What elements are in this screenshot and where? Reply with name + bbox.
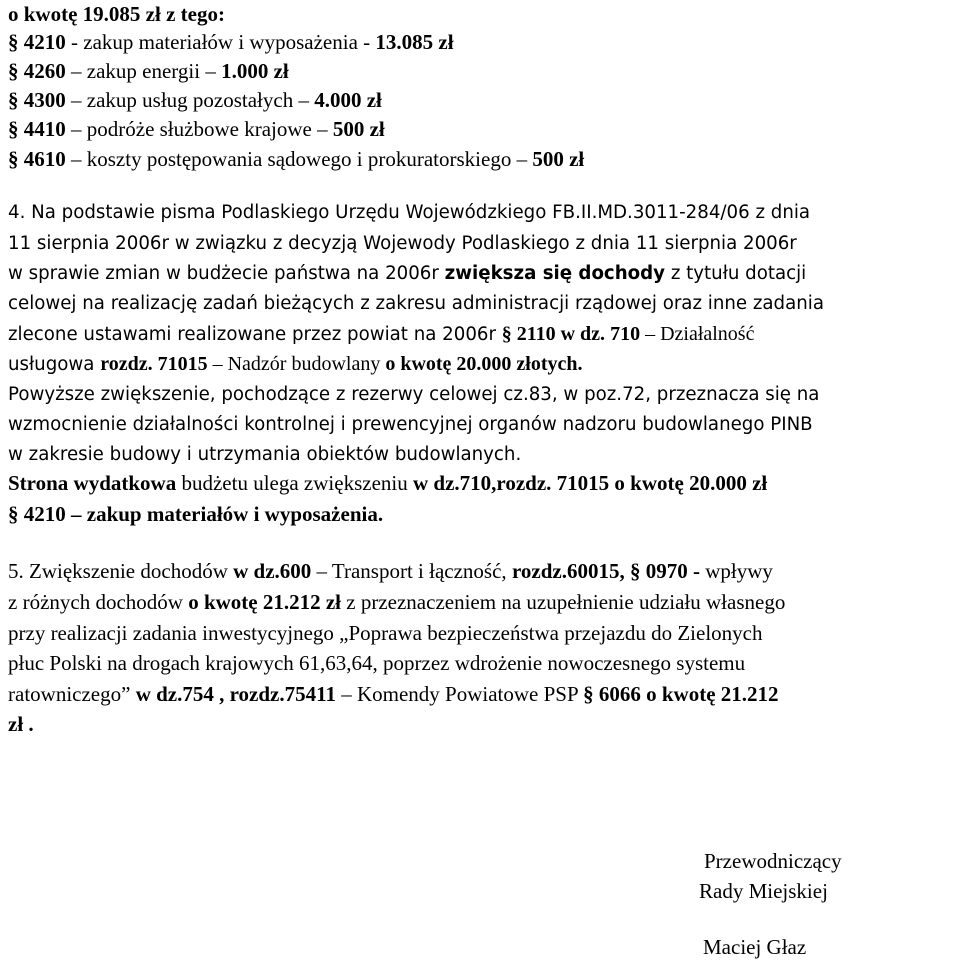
p5-line-4: płuc Polski na drogach krajowych 61,63,64, poprzez wdrożenie nowoczesnego systemu xyxy=(8,651,746,675)
p4-line-2: 11 sierpnia 2006r w związku z decyzją Wojewody Podlaskiego z dnia 11 sierpnia 2006r xyxy=(8,233,797,254)
signature-title-1: Przewodniczący xyxy=(704,849,842,873)
p5-line-1: 5. Zwiększenie dochodów w dz.600 – Transport i łączność, rozdz.60015, § 0970 - wpływy xyxy=(8,559,773,583)
signature-name: Maciej Głaz xyxy=(703,935,807,959)
p4-line-3: w sprawie zmian w budżecie państwa na 2006r zwiększa się dochody z tytułu dotacji xyxy=(8,263,807,284)
intro-item-4300: § 4300 – zakup usług pozostałych – 4.000 zł xyxy=(8,88,382,112)
p4-line-1: 4. Na podstawie pisma Podlaskiego Urzędu Wojewódzkiego FB.II.MD.3011-284/06 z dnia xyxy=(8,202,811,223)
intro-item-4210: § 4210 - zakup materiałów i wyposażenia - 13.085 zł xyxy=(8,30,454,54)
signature-title-2: Rady Miejskiej xyxy=(699,879,828,903)
p4-line-6: usługowa rozdz. 71015 – Nadzór budowlany o kwotę 20.000 złotych. xyxy=(8,353,583,375)
p4-line-7: Powyższe zwiększenie, pochodzące z rezerwy celowej cz.83, w poz.72, przeznacza się na xyxy=(8,384,820,405)
intro-item-4610: § 4610 – koszty postępowania sądowego i prokuratorskiego – 500 zł xyxy=(8,147,585,171)
intro-item-4410: § 4410 – podróże służbowe krajowe – 500 zł xyxy=(8,117,385,141)
p4-line-8: wzmocnienie działalności kontrolnej i prewencyjnej organów nadzoru budowlanego PINB xyxy=(8,414,813,435)
p4-line-11: § 4210 – zakup materiałów i wyposażenia. xyxy=(8,502,384,526)
p4-line-9: w zakresie budowy i utrzymania obiektów budowlanych. xyxy=(8,444,522,465)
p5-line-6: zł . xyxy=(8,712,34,736)
intro-heading: o kwotę 19.085 zł z tego: xyxy=(8,2,225,26)
p4-line-4: celowej na realizację zadań bieżących z zakresu administracji rządowej oraz inne zadania xyxy=(8,293,824,314)
intro-item-4260: § 4260 – zakup energii – 1.000 zł xyxy=(8,59,289,83)
p4-line-5: zlecone ustawami realizowane przez powiat na 2006r § 2110 w dz. 710 – Działalność xyxy=(8,323,755,345)
p4-line-10: Strona wydatkowa budżetu ulega zwiększeniu w dz.710,rozdz. 71015 o kwotę 20.000 zł xyxy=(8,471,768,495)
p5-line-3: przy realizacji zadania inwestycyjnego „Poprawa bezpieczeństwa przejazdu do Zielonych xyxy=(8,621,763,645)
p5-line-5: ratowniczego” w dz.754 , rozdz.75411 – Komendy Powiatowe PSP § 6066 o kwotę 21.212 xyxy=(8,682,779,706)
p5-line-2: z różnych dochodów o kwotę 21.212 zł z przeznaczeniem na uzupełnienie udziału własnego xyxy=(8,590,786,614)
